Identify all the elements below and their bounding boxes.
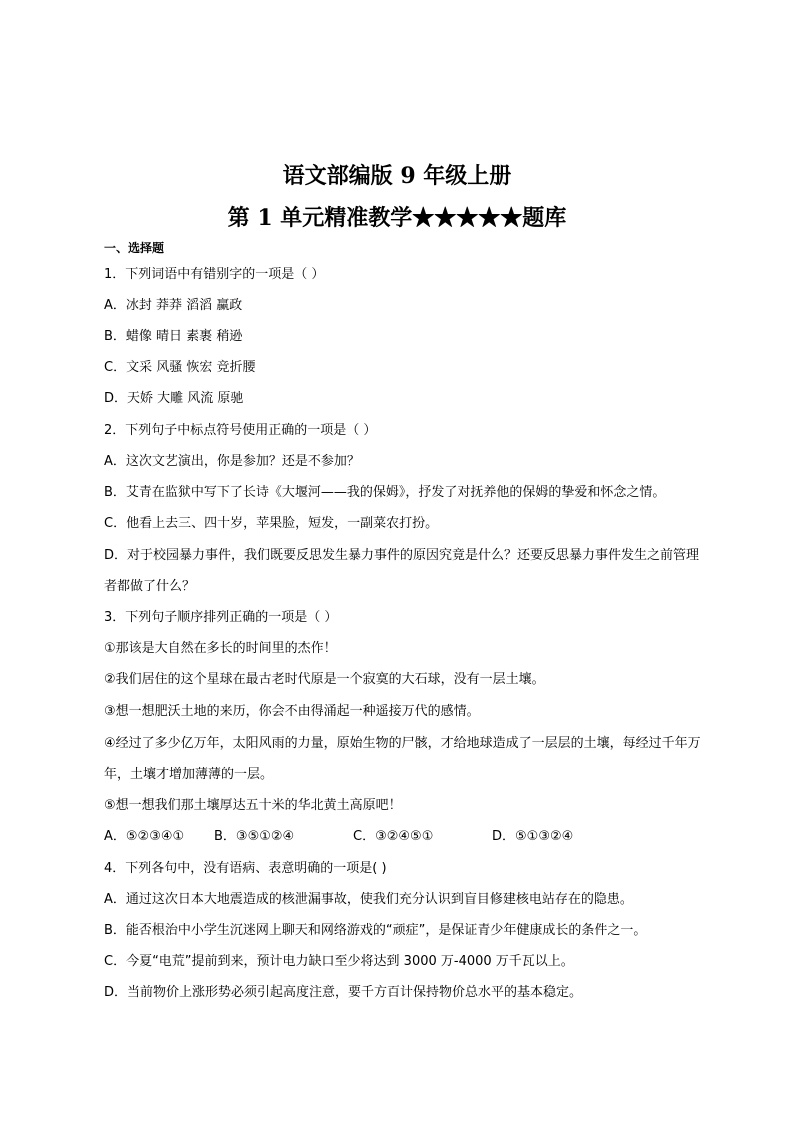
q1-option-d: D．天娇 大雕 风流 原驰 <box>104 391 244 406</box>
q3-stem: 3．下列句子顺序排列正确的一项是（ ） <box>104 610 338 625</box>
q2-option-b: B．艾青在监狱中写下了长诗《大堰河——我的保姆》，抒发了对抚养他的保姆的挚爱和怀念之情。 <box>104 485 666 500</box>
q1-option-b: B．蜡像 晴日 素裹 稍逊 <box>104 329 243 344</box>
q3-option-d: D．⑤①③②④ <box>492 829 574 844</box>
q3-option-c: C．③②④⑤① <box>353 829 434 844</box>
q3-option-b: B．③⑤①②④ <box>214 829 295 844</box>
q4-stem: 4．下列各句中，没有语病、表意明确的一项是( ) <box>104 861 387 876</box>
q3-sentence-2: ②我们居住的这个星球在最古老时代原是一个寂寞的大石球，没有一层土壤。 <box>104 672 545 687</box>
document-title-line2: 第 1 单元精准教学★★★★★题库 <box>227 205 567 231</box>
q3-sentence-4-line2: 年，土壤才增加薄薄的一层。 <box>104 767 274 782</box>
q2-option-c: C．他看上去三、四十岁，苹果脸，短发，一副菜农打扮。 <box>104 516 439 531</box>
document-title-line1: 语文部编版 9 年级上册 <box>282 163 512 189</box>
section-heading: 一、选择题 <box>104 241 165 255</box>
q1-stem: 1．下列词语中有错别字的一项是（ ） <box>104 267 325 282</box>
q3-sentence-3: ③想一想肥沃土地的来历，你会不由得涌起一种遥接万代的感情。 <box>104 704 480 719</box>
q4-option-a: A．通过这次日本大地震造成的核泄漏事故，使我们充分认识到盲目修建核电站存在的隐患。 <box>104 892 633 907</box>
q2-stem: 2．下列句子中标点符号使用正确的一项是（ ） <box>104 423 377 438</box>
q2-option-d-line1: D．对于校园暴力事件，我们既要反思发生暴力事件的原因究竟是什么？还要反思暴力事件发生之前管理 <box>104 548 700 563</box>
q4-option-d: D．当前物价上涨形势必须引起高度注意，要千方百计保持物价总水平的基本稳定。 <box>104 985 583 1000</box>
q3-options-row <box>104 827 573 847</box>
q2-option-a: A．这次文艺演出，你是参加？还是不参加？ <box>104 454 360 469</box>
q4-option-c: C．今夏“电荒”提前到来，预计电力缺口至少将达到 3000 万-4000 万千瓦以上。 <box>104 954 574 969</box>
q1-option-a: A．冰封 莽莽 滔滔 赢政 <box>104 298 243 313</box>
q3-sentence-5: ⑤想一想我们那土壤厚达五十米的华北黄土高原吧！ <box>104 798 402 813</box>
q4-option-b: B．能否根治中小学生沉迷网上聊天和网络游戏的“顽症”，是保证青少年健康成长的条件之一。 <box>104 923 647 938</box>
q2-option-d-line2: 者都做了什么？ <box>104 579 196 594</box>
q1-option-c: C．文采 风骚 恢宏 竞折腰 <box>104 360 256 375</box>
q3-sentence-4-line1: ④经过了多少亿万年，太阳风雨的力量，原始生物的尸骸，才给地球造成了一层层的土壤，每经过千年万 <box>104 736 701 751</box>
q3-option-a: A．⑤②③④① <box>104 829 185 844</box>
q3-sentence-1: ①那该是大自然在多长的时间里的杰作！ <box>104 641 337 656</box>
